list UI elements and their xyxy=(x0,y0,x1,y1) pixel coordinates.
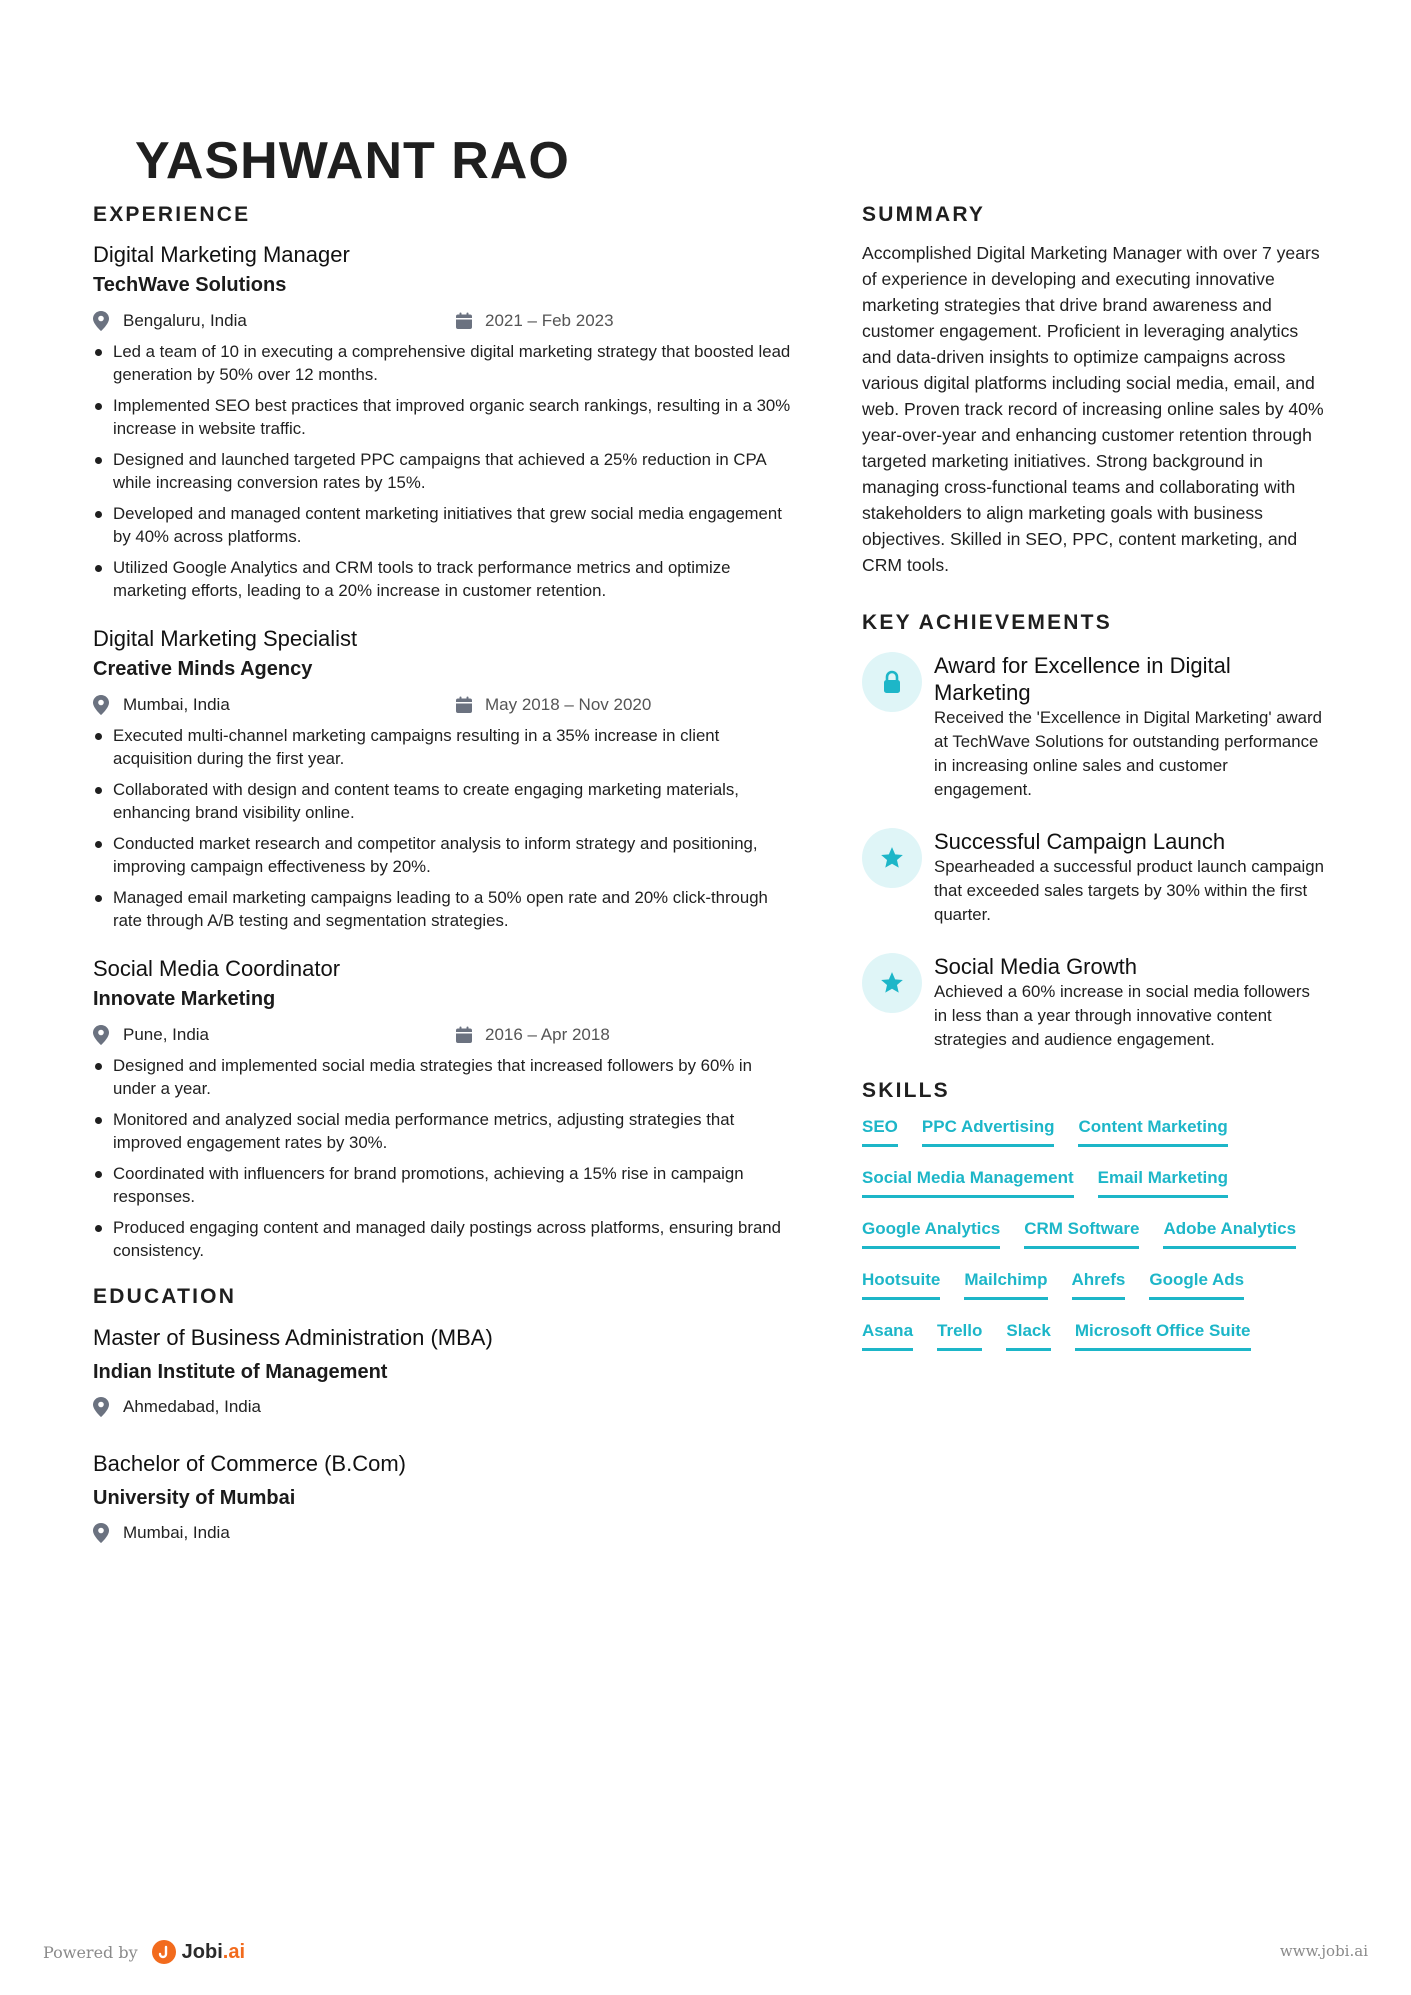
job-dates xyxy=(455,311,614,331)
job-entry xyxy=(93,954,793,1262)
skill-tag: Asana xyxy=(862,1320,913,1351)
star-icon xyxy=(879,845,905,871)
job-bullet: Collaborated with design and content teams to create engaging marketing materials, enhancing brand visibility online. xyxy=(93,778,793,824)
education-location-text: Mumbai, India xyxy=(123,1523,230,1542)
job-bullet: Developed and managed content marketing initiatives that grew social media engagement by 40% across platforms. xyxy=(93,502,793,548)
powered-by-text: Powered by xyxy=(43,1942,138,1962)
achievements-list xyxy=(862,652,1332,1052)
job-meta xyxy=(93,306,793,336)
company-name: TechWave Solutions xyxy=(93,274,287,296)
skill-tag: SEO xyxy=(862,1116,898,1147)
job-location-text: Bengaluru, India xyxy=(123,311,247,330)
lock-icon xyxy=(881,670,903,694)
jobi-logo-icon xyxy=(152,1940,176,1964)
job-bullet: Produced engaging content and managed daily postings across platforms, ensuring brand consistency. xyxy=(93,1216,793,1262)
candidate-name: YASHWANT RAO xyxy=(135,132,570,182)
job-title: Social Media Coordinator xyxy=(93,956,341,981)
footer-url[interactable]: www.jobi.ai xyxy=(1279,1942,1368,1960)
achievement-icon-badge xyxy=(862,953,922,1013)
achievement-desc: Achieved a 60% increase in social media followers in less than a year through innovative content strategies and audience engagement. xyxy=(934,982,1310,1049)
job-dates xyxy=(455,1025,610,1045)
achievement-body xyxy=(934,828,1324,927)
skill-tag: Ahrefs xyxy=(1072,1269,1126,1300)
achievement-icon-badge xyxy=(862,652,922,712)
school: Indian Institute of Management xyxy=(93,1361,388,1383)
summary-text: Accomplished Digital Marketing Manager with over 7 years of experience in developing and executing innovative marketing strategies that drive brand awareness and customer engagement. Proficient in leveraging analytics and data-driven insights to optimize campaigns across various digital platforms including social media, email, and web. Proven track record of increasing online sales by 40% year-over-year and enhancing customer retention through targeted marketing initiatives. Strong background in managing cross-functional teams and collaborating with stakeholders to align marketing goals with business objectives. Skilled in SEO, PPC, content marketing, and CRM tools. xyxy=(862,243,1324,575)
job-location xyxy=(93,695,455,715)
skill-tag: Social Media Management xyxy=(862,1167,1074,1198)
skill-tag: Adobe Analytics xyxy=(1163,1218,1296,1249)
job-meta xyxy=(93,1020,793,1050)
job-bullet: Coordinated with influencers for brand promotions, achieving a 15% rise in campaign responses. xyxy=(93,1162,793,1208)
job-title: Digital Marketing Specialist xyxy=(93,626,358,651)
job-bullet: Utilized Google Analytics and CRM tools to track performance metrics and optimize marketing efforts, leading to a 20% increase in customer retention. xyxy=(93,556,793,602)
education-location-text: Ahmedabad, India xyxy=(123,1397,261,1416)
education-list xyxy=(93,1322,793,1548)
achievement-icon-badge xyxy=(862,828,922,888)
skill-tag: Microsoft Office Suite xyxy=(1075,1320,1251,1351)
job-bullet: Conducted market research and competitor analysis to inform strategy and positioning, improving campaign effectiveness by 20%. xyxy=(93,832,793,878)
degree: Master of Business Administration (MBA) xyxy=(93,1325,493,1350)
location-pin-icon xyxy=(93,1523,109,1543)
job-meta xyxy=(93,690,793,720)
education-location xyxy=(93,1523,455,1543)
skills-title: SKILLS xyxy=(862,1079,950,1102)
company-name: Creative Minds Agency xyxy=(93,658,313,680)
job-bullet: Managed email marketing campaigns leading to a 50% open rate and 20% click-through rate through A/B testing and segmentation strategies. xyxy=(93,886,793,932)
job-bullets xyxy=(93,1054,793,1262)
job-location-text: Pune, India xyxy=(123,1025,210,1044)
jobi-logo-text: Jobi.ai xyxy=(181,1940,246,1963)
location-pin-icon xyxy=(93,311,109,331)
achievement-title: Award for Excellence in Digital Marketing xyxy=(934,653,1231,705)
skill-tag: Trello xyxy=(937,1320,982,1351)
job-bullet: Designed and implemented social media strategies that increased followers by 60% in under a year. xyxy=(93,1054,793,1100)
education-entry xyxy=(93,1322,793,1422)
job-dates-text: 2021 – Feb 2023 xyxy=(485,311,614,330)
calendar-icon xyxy=(455,1026,473,1044)
education-meta xyxy=(93,1392,793,1422)
job-bullet: Led a team of 10 in executing a comprehensive digital marketing strategy that boosted lead generation by 50% over 12 months. xyxy=(93,340,793,386)
achievement-item xyxy=(862,828,1332,927)
achievement-desc: Received the 'Excellence in Digital Marketing' award at TechWave Solutions for outstanding performance in increasing online sales and customer engagement. xyxy=(934,708,1322,799)
skills-list xyxy=(862,1116,1332,1371)
skill-tag: Google Analytics xyxy=(862,1218,1000,1249)
education-title: EDUCATION xyxy=(93,1285,237,1308)
experience-title: EXPERIENCE xyxy=(93,203,251,226)
achievement-title: Successful Campaign Launch xyxy=(934,829,1226,854)
calendar-icon xyxy=(455,696,473,714)
footer-powered-by xyxy=(43,1940,245,1964)
job-title: Digital Marketing Manager xyxy=(93,242,350,267)
achievement-desc: Spearheaded a successful product launch campaign that exceeded sales targets by 30% within the first quarter. xyxy=(934,857,1324,924)
achievement-item xyxy=(862,652,1332,802)
job-bullet: Implemented SEO best practices that improved organic search rankings, resulting in a 30% increase in website traffic. xyxy=(93,394,793,440)
job-bullets xyxy=(93,724,793,932)
achievement-body xyxy=(934,652,1324,802)
calendar-icon xyxy=(455,312,473,330)
jobi-logo[interactable] xyxy=(152,1940,245,1964)
skill-tag: PPC Advertising xyxy=(922,1116,1055,1147)
skill-tag: Mailchimp xyxy=(964,1269,1047,1300)
skill-tag: Google Ads xyxy=(1149,1269,1244,1300)
location-pin-icon xyxy=(93,1397,109,1417)
achievement-body xyxy=(934,953,1324,1052)
job-bullets xyxy=(93,340,793,602)
achievement-title: Social Media Growth xyxy=(934,954,1137,979)
job-bullet: Executed multi-channel marketing campaigns resulting in a 35% increase in client acquisition during the first year. xyxy=(93,724,793,770)
name-header-wrap xyxy=(135,128,570,182)
right-column xyxy=(862,202,1332,1371)
degree: Bachelor of Commerce (B.Com) xyxy=(93,1451,406,1476)
experience-list xyxy=(93,240,793,1262)
education-entry xyxy=(93,1448,793,1548)
skill-tag: Slack xyxy=(1006,1320,1050,1351)
company-name: Innovate Marketing xyxy=(93,988,276,1010)
education-location xyxy=(93,1397,455,1417)
location-pin-icon xyxy=(93,695,109,715)
skill-tag: Hootsuite xyxy=(862,1269,940,1300)
job-entry xyxy=(93,624,793,932)
skill-tag: Content Marketing xyxy=(1078,1116,1227,1147)
skill-tag: CRM Software xyxy=(1024,1218,1139,1249)
job-bullet: Designed and launched targeted PPC campaigns that achieved a 25% reduction in CPA while increasing conversion rates by 15%. xyxy=(93,448,793,494)
location-pin-icon xyxy=(93,1025,109,1045)
summary-title: SUMMARY xyxy=(862,203,986,226)
skill-tag: Email Marketing xyxy=(1098,1167,1228,1198)
left-column xyxy=(93,202,793,1574)
job-dates xyxy=(455,695,651,715)
education-meta xyxy=(93,1518,793,1548)
job-location-text: Mumbai, India xyxy=(123,695,230,714)
achievements-title: KEY ACHIEVEMENTS xyxy=(862,611,1112,634)
job-bullet: Monitored and analyzed social media performance metrics, adjusting strategies that improved engagement rates by 30%. xyxy=(93,1108,793,1154)
achievement-item xyxy=(862,953,1332,1052)
star-icon xyxy=(879,970,905,996)
job-location xyxy=(93,1025,455,1045)
job-dates-text: May 2018 – Nov 2020 xyxy=(485,695,652,714)
school: University of Mumbai xyxy=(93,1487,296,1509)
job-dates-text: 2016 – Apr 2018 xyxy=(485,1025,610,1044)
job-location xyxy=(93,311,455,331)
job-entry xyxy=(93,240,793,602)
